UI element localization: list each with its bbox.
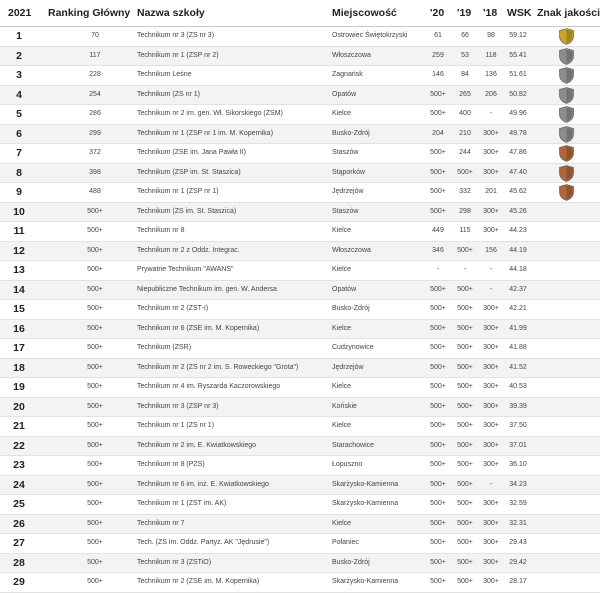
cell-name: Technikum (ZS im. St. Staszica) (137, 207, 237, 215)
cell-main: 500+ (87, 207, 103, 215)
cell-main: 500+ (87, 324, 103, 332)
cell-y19: 53 (461, 51, 469, 59)
cell-y20: 500+ (430, 168, 446, 176)
cell-city: Staszów (332, 207, 359, 215)
cell-wsk: 50.82 (509, 90, 527, 98)
cell-rank: 6 (16, 127, 22, 140)
cell-main: 500+ (87, 363, 103, 371)
cell-wsk: 29.43 (509, 539, 527, 546)
table-row (0, 378, 600, 398)
cell-city: Busko-Zdrój (332, 305, 370, 312)
cell-main: 500+ (87, 539, 103, 546)
cell-main: 488 (89, 188, 101, 195)
cell-main: 500+ (87, 227, 103, 234)
cell-rank: 1 (16, 30, 22, 42)
cell-y20: 500+ (430, 363, 446, 371)
cell-name: Technikum nr 1 (ZSP nr 2) (137, 51, 219, 59)
cell-y18: 300+ (483, 500, 499, 507)
cell-y20: 500+ (430, 519, 446, 527)
cell-y18: 300+ (483, 227, 499, 234)
cell-wsk: 29.42 (509, 558, 527, 566)
cell-y18: 300+ (483, 344, 499, 351)
cell-y18: 300+ (483, 422, 499, 429)
cell-y20: 500+ (430, 149, 446, 156)
header-wsk: WSK (507, 7, 532, 19)
cell-y20: 500+ (430, 558, 446, 566)
cell-main: 286 (89, 110, 101, 117)
cell-wsk: 37.50 (509, 422, 527, 429)
cell-city: Kielce (332, 227, 352, 234)
cell-name: Technikum nr 1 (ZS nr 1) (137, 422, 215, 429)
cell-city: Opatów (332, 285, 357, 293)
cell-name: Technikum nr 2 (ZSE im. M. Kopernika) (137, 578, 260, 585)
cell-city: Kielce (332, 266, 352, 273)
cell-wsk: 55.41 (509, 51, 527, 59)
table-row (0, 320, 600, 340)
cell-rank: 29 (13, 576, 25, 588)
table-row (0, 86, 600, 106)
cell-main: 299 (89, 129, 101, 137)
cell-rank: 5 (16, 108, 22, 120)
cell-y20: 500+ (430, 402, 446, 410)
cell-wsk: 41.99 (509, 324, 527, 332)
cell-y20: 500+ (430, 305, 446, 312)
cell-y19: 500+ (457, 519, 473, 527)
table-row (0, 164, 600, 184)
cell-y19: 500+ (457, 285, 473, 293)
cell-main: 500+ (87, 422, 103, 429)
table-row (0, 534, 600, 554)
cell-y18: 300+ (483, 149, 499, 156)
cell-name: Technikum nr 2 im. gen. Wł. Sikorskiego (ZSM) (137, 110, 283, 117)
cell-y19: 115 (459, 227, 471, 234)
cell-y19: 66 (461, 32, 469, 39)
cell-rank: 23 (13, 459, 25, 471)
header-y20: '20 (430, 7, 445, 19)
header-quality-badge: Znak jakości (537, 7, 600, 19)
cell-main: 117 (89, 51, 101, 59)
cell-name: Technikum (ZSP im. St. Staszica) (137, 168, 241, 176)
cell-name: Niepubliczne Technikum im. gen. W. Andersa (137, 285, 277, 293)
cell-name: Technikum nr 8 (137, 227, 185, 234)
cell-y20: 500+ (430, 90, 446, 98)
cell-rank: 27 (13, 537, 25, 549)
cell-y20: 500+ (430, 480, 446, 488)
header-school-name: Nazwa szkoły (137, 7, 205, 19)
table-row (0, 27, 600, 47)
cell-city: Końskie (332, 402, 357, 410)
cell-main: 500+ (87, 266, 103, 273)
cell-rank: 21 (13, 420, 25, 432)
cell-y20: 500+ (430, 422, 446, 429)
cell-wsk: 47.40 (509, 168, 527, 176)
cell-y19: 500+ (457, 461, 473, 468)
cell-city: Skarżysko-Kamienna (332, 480, 399, 488)
table-row (0, 554, 600, 574)
cell-name: Technikum nr 3 (ZSTiO) (137, 558, 212, 566)
cell-wsk: 39.39 (509, 402, 527, 410)
cell-rank: 20 (13, 400, 25, 413)
cell-main: 228 (89, 71, 101, 78)
cell-rank: 12 (13, 244, 25, 257)
header-y19: '19 (457, 7, 472, 19)
cell-y19: 500+ (457, 363, 473, 371)
cell-rank: 17 (13, 342, 25, 354)
cell-y19: 500+ (457, 305, 473, 312)
cell-y20: 500+ (430, 207, 446, 215)
cell-y20: 449 (432, 227, 444, 234)
table-row (0, 47, 600, 67)
cell-city: Kielce (332, 324, 352, 332)
cell-rank: 9 (16, 186, 22, 198)
cell-wsk: 49.96 (509, 110, 527, 117)
shield-icon (559, 145, 574, 162)
cell-y18: 300+ (483, 558, 499, 566)
cell-name: Technikum nr 6 im. inż. E. Kwiatkowskiego (137, 480, 269, 488)
cell-wsk: 42.21 (509, 305, 527, 312)
cell-rank: 4 (16, 88, 22, 101)
table-row (0, 144, 600, 164)
cell-y20: 500+ (430, 344, 446, 351)
cell-city: Opatów (332, 90, 357, 98)
cell-main: 500+ (87, 578, 103, 585)
cell-y18: 98 (487, 32, 495, 39)
cell-y19: 332 (459, 188, 471, 195)
shield-icon (559, 184, 574, 201)
cell-y18: 300+ (483, 305, 499, 312)
cell-rank: 19 (13, 381, 25, 393)
cell-y20: 500+ (430, 578, 446, 585)
cell-y20: 500+ (430, 383, 446, 390)
cell-city: Starachowice (332, 441, 375, 449)
cell-main: 500+ (87, 461, 103, 468)
cell-main: 500+ (87, 305, 103, 312)
cell-y18: 136 (485, 71, 497, 78)
cell-city: Staszów (332, 149, 359, 156)
cell-rank: 3 (16, 69, 22, 81)
cell-y18: 300+ (483, 461, 499, 468)
shield-icon (559, 87, 574, 104)
cell-wsk: 32.31 (509, 519, 527, 527)
cell-y18: 300+ (483, 402, 499, 410)
cell-wsk: 32.59 (509, 500, 527, 507)
cell-rank: 22 (13, 439, 25, 452)
shield-icon (559, 67, 574, 84)
cell-y20: 500+ (430, 461, 446, 468)
cell-y18: 156 (485, 246, 497, 254)
cell-y19: 500+ (457, 344, 473, 351)
cell-main: 500+ (87, 558, 103, 566)
cell-city: Kielce (332, 110, 352, 117)
header-ranking-glowny: Ranking Główny (48, 7, 131, 19)
cell-city: Włoszczowa (332, 51, 371, 59)
cell-y19: 298 (459, 207, 471, 215)
cell-name: Technikum nr 1 (ZST im. AK) (137, 500, 227, 507)
cell-y19: 500+ (457, 324, 473, 332)
cell-main: 254 (89, 90, 101, 98)
cell-y19: 500+ (457, 402, 473, 410)
cell-y20: - (436, 266, 440, 273)
table-row (0, 456, 600, 476)
cell-wsk: 44.23 (509, 227, 527, 234)
table-row (0, 261, 600, 281)
cell-city: Busko-Zdrój (332, 558, 370, 566)
cell-y19: 500+ (457, 500, 473, 507)
cell-y19: 210 (459, 129, 471, 137)
cell-name: Tech. (ZS im. Oddz. Partyz. AK "Jędrusie") (137, 539, 270, 546)
cell-name: Technikum nr 1 (ZSP nr 1) (137, 188, 219, 195)
cell-main: 500+ (87, 344, 103, 351)
table-row (0, 398, 600, 418)
cell-city: Skarżysko-Kamienna (332, 578, 399, 585)
table-row (0, 476, 600, 496)
table-row (0, 417, 600, 437)
cell-y18: 206 (485, 90, 497, 98)
cell-main: 372 (89, 149, 101, 156)
cell-wsk: 42.37 (509, 285, 527, 293)
cell-rank: 14 (13, 283, 25, 296)
cell-city: Ostrowiec Świętokrzyski (332, 32, 408, 39)
cell-wsk: 47.86 (509, 149, 527, 156)
cell-name: Technikum nr 7 (137, 519, 185, 527)
header-city: Miejscowość (332, 7, 397, 19)
cell-rank: 13 (13, 264, 25, 276)
cell-main: 500+ (87, 402, 103, 410)
cell-y19: 84 (461, 71, 469, 78)
table-row (0, 359, 600, 379)
cell-y18: 300+ (483, 578, 499, 585)
cell-y20: 500+ (430, 110, 446, 117)
cell-name: Technikum nr 3 (ZSP nr 3) (137, 402, 219, 410)
cell-city: Kielce (332, 519, 352, 527)
cell-rank: 24 (13, 478, 25, 491)
cell-wsk: 36.10 (509, 461, 527, 468)
cell-main: 500+ (87, 519, 103, 527)
cell-city: Włoszczowa (332, 246, 371, 254)
cell-rank: 16 (13, 322, 25, 335)
shield-icon (559, 165, 574, 182)
cell-y19: 500+ (457, 383, 473, 390)
cell-name: Technikum Leśne (137, 71, 192, 78)
cell-main: 500+ (87, 500, 103, 507)
cell-rank: 26 (13, 517, 25, 530)
cell-main: 500+ (87, 480, 103, 488)
cell-city: Busko-Zdrój (332, 129, 370, 137)
cell-y18: 300+ (483, 129, 499, 137)
cell-wsk: 40.53 (509, 383, 527, 390)
cell-main: 500+ (87, 285, 103, 293)
cell-y20: 500+ (430, 441, 446, 449)
cell-wsk: 41.52 (509, 363, 527, 371)
cell-rank: 11 (13, 225, 25, 237)
cell-y18: 300+ (483, 519, 499, 527)
cell-name: Technikum (ZSR) (137, 344, 192, 351)
cell-y18: - (489, 285, 493, 293)
cell-city: Zagnańsk (332, 71, 363, 78)
table-row (0, 495, 600, 515)
cell-y19: 244 (459, 149, 471, 156)
cell-y18: 300+ (483, 324, 499, 332)
cell-name: Technikum (ZS nr 1) (137, 90, 201, 98)
cell-rank: 2 (16, 49, 22, 62)
cell-y20: 500+ (430, 188, 446, 195)
cell-main: 398 (89, 168, 101, 176)
cell-y18: - (489, 266, 493, 273)
header-year: 2021 (8, 7, 32, 19)
cell-y20: 346 (432, 246, 444, 254)
shield-icon (559, 106, 574, 123)
cell-y18: 300+ (483, 168, 499, 176)
cell-rank: 28 (13, 556, 25, 569)
cell-y18: 201 (485, 188, 497, 195)
table-row (0, 281, 600, 301)
table-header (0, 0, 600, 27)
cell-wsk: 45.62 (509, 188, 527, 195)
cell-wsk: 34.23 (509, 480, 527, 488)
cell-y19: 500+ (457, 168, 473, 176)
cell-wsk: 51.61 (509, 71, 527, 78)
cell-name: Technikum nr 8 (PZS) (137, 461, 205, 468)
cell-y19: 500+ (457, 558, 473, 566)
cell-y20: 500+ (430, 285, 446, 293)
cell-main: 500+ (87, 441, 103, 449)
cell-y18: - (489, 110, 493, 117)
cell-y20: 259 (432, 51, 444, 59)
cell-y19: 500+ (457, 422, 473, 429)
cell-y19: 400 (459, 110, 471, 117)
cell-y20: 61 (434, 32, 442, 39)
cell-city: Kielce (332, 383, 352, 390)
cell-y18: 300+ (483, 383, 499, 390)
cell-wsk: 45.26 (509, 207, 527, 215)
table-row (0, 242, 600, 262)
header-y18: '18 (483, 7, 498, 19)
cell-wsk: 44.18 (509, 266, 527, 273)
cell-y18: 300+ (483, 363, 499, 371)
cell-wsk: 44.19 (509, 246, 527, 254)
table-row (0, 203, 600, 223)
cell-name: Technikum nr 3 (ZS nr 3) (137, 32, 215, 39)
cell-wsk: 41.88 (509, 344, 527, 351)
table-row (0, 515, 600, 535)
cell-y18: - (489, 480, 493, 488)
cell-wsk: 28.17 (509, 578, 527, 585)
cell-y19: 500+ (457, 246, 473, 254)
cell-wsk: 59.12 (509, 32, 527, 39)
table-row (0, 437, 600, 457)
cell-name: Technikum nr 2 (ZST-I) (137, 305, 209, 312)
cell-city: Połaniec (332, 539, 359, 546)
cell-name: Technikum (ZSE im. Jana Pawła II) (137, 149, 246, 156)
cell-name: Technikum nr 4 im. Ryszarda Kaczorowskiego (137, 383, 281, 390)
cell-city: Stąporków (332, 168, 366, 176)
cell-rank: 25 (13, 498, 25, 510)
shield-icon (559, 28, 574, 45)
table-row (0, 222, 600, 242)
cell-wsk: 37.01 (509, 441, 527, 449)
cell-y19: 500+ (457, 441, 473, 449)
cell-rank: 15 (13, 303, 25, 315)
cell-rank: 8 (16, 166, 22, 179)
cell-y20: 500+ (430, 539, 446, 546)
cell-y20: 500+ (430, 500, 446, 507)
cell-y18: 118 (485, 51, 497, 59)
table-row (0, 105, 600, 125)
cell-main: 500+ (87, 246, 103, 254)
cell-rank: 10 (13, 205, 25, 218)
cell-y19: 500+ (457, 578, 473, 585)
cell-city: Kielce (332, 422, 352, 429)
cell-city: Skarżysko-Kamienna (332, 500, 399, 507)
cell-main: 500+ (87, 383, 103, 390)
cell-rank: 7 (16, 147, 22, 159)
cell-name: Technikum nr 2 im. E. Kwiatkowskiego (137, 441, 257, 449)
cell-main: 70 (91, 32, 99, 39)
shield-icon (559, 48, 574, 65)
cell-y18: 300+ (483, 539, 499, 546)
table-row (0, 339, 600, 359)
cell-name: Prywatne Technikum "AWANS" (137, 266, 234, 273)
shield-icon (559, 126, 574, 143)
cell-name: Technikum nr 2 z Oddz. Integrac. (137, 246, 240, 254)
cell-name: Technikum nr 6 (ZSE im. M. Kopernika) (137, 324, 260, 332)
cell-y19: 500+ (457, 480, 473, 488)
cell-city: Cudzynowice (332, 344, 374, 351)
table-row (0, 66, 600, 86)
cell-name: Technikum nr 1 (ZSP nr 1 im. M. Kopernika) (137, 129, 274, 137)
table-row (0, 183, 600, 203)
cell-wsk: 49.78 (509, 129, 527, 137)
cell-y20: 204 (432, 129, 444, 137)
cell-y19: 265 (459, 90, 471, 98)
cell-y18: 300+ (483, 441, 499, 449)
cell-rank: 18 (13, 361, 25, 374)
cell-name: Technikum nr 2 (ZS nr 2 im. S. Roweckiego "Grota") (137, 363, 299, 371)
table-row (0, 125, 600, 145)
cell-city: Jędrzejów (332, 363, 364, 371)
cell-y18: 300+ (483, 207, 499, 215)
cell-y19: - (463, 266, 467, 273)
cell-y20: 500+ (430, 324, 446, 332)
cell-y19: 500+ (457, 539, 473, 546)
table-row (0, 300, 600, 320)
cell-y20: 146 (432, 71, 444, 78)
cell-city: Łopuszno (332, 461, 363, 468)
cell-city: Jędrzejów (332, 188, 364, 195)
